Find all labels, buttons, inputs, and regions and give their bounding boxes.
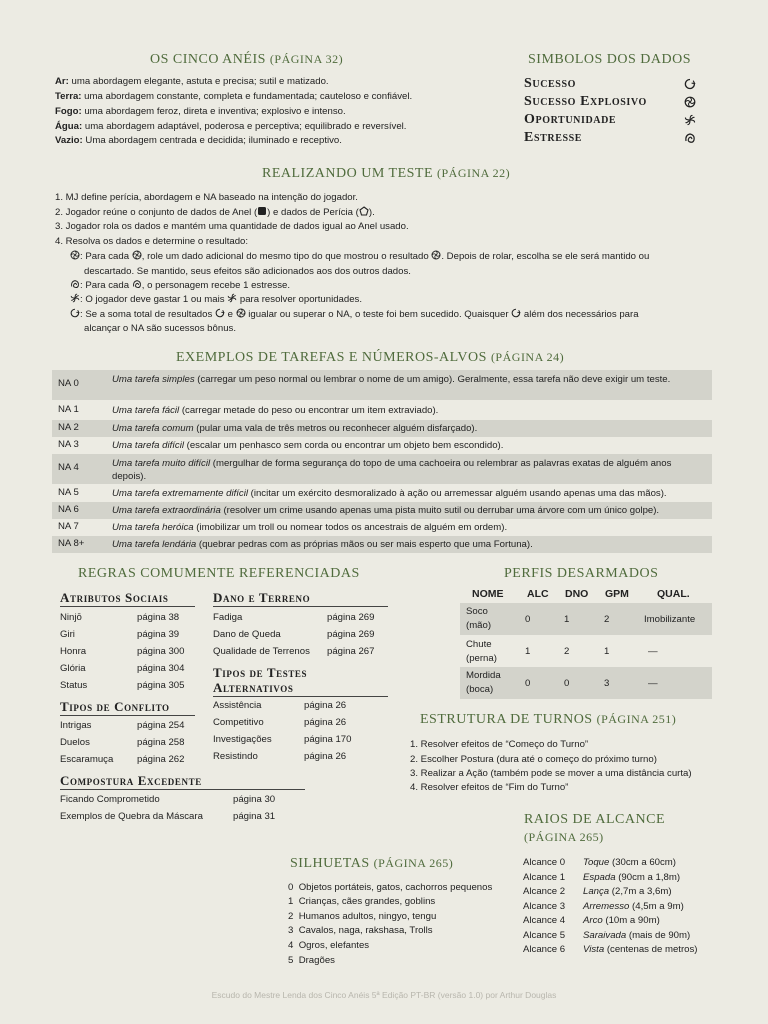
range-row: Alcance 0 — [523, 857, 566, 868]
page-ref: página 30 — [233, 794, 276, 805]
opportunity-icon — [227, 293, 237, 303]
explosive-success-icon — [684, 96, 696, 108]
test-strife-rule: : Para cada , o personagem recebe 1 estresse. — [70, 279, 290, 292]
list-item: Investigações — [213, 734, 272, 745]
conflict-title: Tipos de Conflito — [60, 699, 195, 716]
page-ref: página 38 — [137, 612, 180, 623]
table-row: Soco (mão) 0 1 2 Imobilizante — [460, 603, 712, 635]
damage-title: Dano e Terreno — [213, 590, 388, 607]
ring-die-icon — [257, 206, 267, 216]
page-ref: página 26 — [304, 700, 347, 711]
page-ref: página 31 — [233, 811, 276, 822]
turns-title: ESTRUTURA DE TURNOS (PÁGINA 251) — [420, 712, 677, 727]
range-desc: Arco (10m a 90m) — [583, 915, 660, 926]
range-row: Alcance 4 — [523, 915, 566, 926]
success-icon — [684, 78, 696, 90]
profiles-title: PERFIS DESARMADOS — [504, 566, 659, 581]
strife-icon — [132, 279, 142, 289]
dice-label-explosive: Sucesso Explosivo — [524, 94, 647, 109]
page-ref: página 39 — [137, 629, 180, 640]
ring-ar: Ar: uma abordagem elegante, astuta e precisa; sutil e matizado. — [55, 76, 329, 87]
table-row: NA 0 Uma tarefa simples (carregar um peso normal ou lembrar o nome de um amigo). Geralmente, essa tarefa não deve exigir um teste. — [52, 370, 712, 400]
list-item: Competitivo — [213, 717, 264, 728]
range-desc: Arremesso (4,5m a 9m) — [583, 901, 684, 912]
list-item: 1 Crianças, cães grandes, goblins — [288, 896, 436, 907]
page-ref: página 26 — [304, 717, 347, 728]
list-item: Assistência — [213, 700, 262, 711]
rules-title: REGRAS COMUMENTE REFERENCIADAS — [78, 566, 360, 581]
page-ref: página 300 — [137, 646, 185, 657]
alt-tests-title-2: Alternativos — [213, 680, 388, 697]
list-item: Honra — [60, 646, 87, 657]
strife-icon — [684, 132, 696, 144]
list-item: 2 Humanos adultos, ningyo, tengu — [288, 911, 437, 922]
dice-title: SIMBOLOS DOS DADOS — [528, 52, 692, 67]
range-row: Alcance 6 — [523, 944, 566, 955]
list-item: 3. Realizar a Ação (também pode se mover a uma distância curta) — [410, 768, 692, 779]
page-ref: página 269 — [327, 612, 375, 623]
ring-terra: Terra: uma abordagem constante, completa e fundamentada; cauteloso e confiável. — [55, 91, 413, 102]
table-header: NOME ALC DNO GPM QUAL. — [472, 588, 690, 600]
list-item: 3 Cavalos, naga, rakshasa, Trolls — [288, 925, 433, 936]
list-item: Ninjō — [60, 612, 82, 623]
table-row: NA 1 Uma tarefa fácil (carregar metade do peso ou encontrar um item extraviado). — [58, 404, 439, 416]
list-item: Qualidade de Terrenos — [213, 646, 310, 657]
ring-fogo: Fogo: uma abordagem feroz, direta e inventiva; explosivo e intenso. — [55, 106, 346, 117]
test-opportunity-rule: : O jogador deve gastar 1 ou mais para resolver oportunidades. — [70, 293, 362, 306]
list-item: 2. Escolher Postura (dura até o começo do próximo turno) — [410, 754, 657, 765]
table-row: NA 6 Uma tarefa extraordinária (resolver um crime usando apenas uma pista muito sutil ou derrubar uma árvore com um único golpe). — [52, 502, 712, 519]
table-row: NA 7 Uma tarefa heróica (imobilizar um troll ou nomear todos os ancestrais de alguém em ordem). — [58, 521, 508, 533]
list-item: 4 Ogros, elefantes — [288, 940, 370, 951]
rings-title: OS CINCO ANÉIS (PÁGINA 32) — [150, 52, 344, 67]
range-row: Alcance 2 — [523, 886, 566, 897]
success-icon — [511, 308, 521, 318]
page-ref: página 262 — [137, 754, 185, 765]
list-item: 0 Objetos portáteis, gatos, cachorros pequenos — [288, 882, 493, 893]
ring-vazio: Vazio: Uma abordagem centrada e decidida; iluminado e receptivo. — [55, 135, 342, 146]
range-row: Alcance 5 — [523, 930, 566, 941]
list-item: Resistindo — [213, 751, 258, 762]
dice-label-opportunity: Oportunidade — [524, 112, 617, 127]
test-step-2: 2. Jogador reúne o conjunto de dados de Anel ( ) e dados de Perícia ( ). — [55, 207, 375, 218]
range-title: RAIOS DE ALCANCE — [524, 812, 666, 827]
range-desc: Lança (2,7m a 3,6m) — [583, 886, 672, 897]
list-item: Intrigas — [60, 720, 92, 731]
ring-agua: Água: uma abordagem adaptável, poderosa e perceptiva; equilibrado e reversível. — [55, 121, 407, 132]
list-item: Glória — [60, 663, 86, 674]
test-step-1: 1. MJ define perícia, abordagem e NA baseado na intenção do jogador. — [55, 192, 358, 203]
list-item: 1. Resolver efeitos de “Começo do Turno” — [410, 739, 589, 750]
test-explosive-rule: : Para cada , role um dado adicional do mesmo tipo do que mostrou o resultado . Depois de rolar, escolha se ele será mantido ou — [70, 250, 649, 263]
range-desc: Toque (30cm a 60cm) — [583, 857, 676, 868]
test-step-3: 3. Jogador rola os dados e mantém uma quantidade de dados igual ao Anel usado. — [55, 221, 409, 232]
list-item: Escaramuça — [60, 754, 114, 765]
range-desc: Saraivada (mais de 90m) — [583, 930, 691, 941]
dice-label-success: Sucesso — [524, 76, 577, 91]
range-desc: Espada (90cm a 1,8m) — [583, 872, 681, 883]
alt-tests-title-1: Tipos de Testes — [213, 665, 308, 680]
footer-credit: Escudo do Mestre Lenda dos Cinco Anéis 5ª Edição PT-BR (versão 1.0) por Arthur Douglas — [211, 990, 557, 1000]
list-item: Duelos — [60, 737, 90, 748]
silhouettes-title: SILHUETAS (PÁGINA 265) — [290, 856, 454, 871]
attributes-title: Atributos Sociais — [60, 590, 195, 607]
range-desc: Vista (centenas de metros) — [583, 944, 698, 955]
composure-title: Compostura Excedente — [60, 773, 305, 790]
table-row: NA 2 Uma tarefa comum (pular uma vala de três metros ou reconhecer alguém disfarçado). — [52, 420, 712, 437]
page-ref: página 170 — [304, 734, 352, 745]
explosive-success-icon — [236, 308, 246, 318]
page-ref: página 267 — [327, 646, 375, 657]
page-ref: página 258 — [137, 737, 185, 748]
dice-label-strife: Estresse — [524, 130, 583, 145]
list-item: 4. Resolver efeitos de “Fim do Turno” — [410, 782, 569, 793]
test-title: REALIZANDO UM TESTE (PÁGINA 22) — [262, 166, 511, 181]
page-ref: página 26 — [304, 751, 347, 762]
table-row: Mordida (boca) 0 0 3 — — [460, 667, 712, 699]
opportunity-icon — [70, 293, 80, 303]
range-row: Alcance 3 — [523, 901, 566, 912]
table-row: Chute (perna) 1 2 1 — — [466, 639, 658, 664]
page-ref: página 269 — [327, 629, 375, 640]
test-explosive-rule-2: descartado. Se mantido, seus efeitos são adicionados aos dos outros dados. — [84, 266, 411, 277]
list-item: Ficando Comprometido — [60, 794, 160, 805]
success-icon — [215, 308, 225, 318]
success-icon — [70, 308, 80, 318]
range-page-ref: (PÁGINA 265) — [524, 830, 604, 844]
page-ref: página 304 — [137, 663, 185, 674]
explosive-success-icon — [70, 250, 80, 260]
table-row: NA 5 Uma tarefa extremamente difícil (incitar um exército desmoralizado à ação ou arremessar alguém usando apenas uma das mãos). — [58, 487, 667, 499]
range-row: Alcance 1 — [523, 872, 566, 883]
list-item: 5 Dragões — [288, 955, 335, 966]
explosive-success-icon — [431, 250, 441, 260]
skill-die-icon — [359, 206, 369, 216]
explosive-success-icon — [132, 250, 142, 260]
opportunity-icon — [684, 114, 696, 126]
list-item: Exemplos de Quebra da Máscara — [60, 811, 203, 822]
page-ref: página 254 — [137, 720, 185, 731]
tn-title: EXEMPLOS DE TAREFAS E NÚMEROS-ALVOS (PÁGINA 24) — [176, 350, 565, 365]
list-item: Dano de Queda — [213, 629, 281, 640]
list-item: Giri — [60, 629, 75, 640]
test-success-rule-2: alcançar o NA são sucessos bônus. — [84, 323, 236, 334]
table-row: NA 4 Uma tarefa muito difícil (mergulhar de forma segurança do topo de uma cachoeira ou relembrar as palavras exatas de alguém anos depois). — [52, 454, 712, 484]
table-row: NA 3 Uma tarefa difícil (escalar um penhasco sem corda ou encontrar um objeto bem escondido). — [58, 439, 504, 451]
test-success-rule: : Se a soma total de resultados e igualar ou superar o NA, o teste foi bem sucedido. Quaisquer além dos necessários para — [70, 308, 639, 321]
page-ref: página 305 — [137, 680, 185, 691]
test-step-4: 4. Resolva os dados e determine o resultado: — [55, 236, 249, 247]
list-item: Status — [60, 680, 88, 691]
table-row: NA 8+ Uma tarefa lendária (quebrar pedras com as próprias mãos ou ser mais esperto que uma Fortuna). — [52, 536, 712, 553]
strife-icon — [70, 279, 80, 289]
list-item: Fadiga — [213, 612, 243, 623]
